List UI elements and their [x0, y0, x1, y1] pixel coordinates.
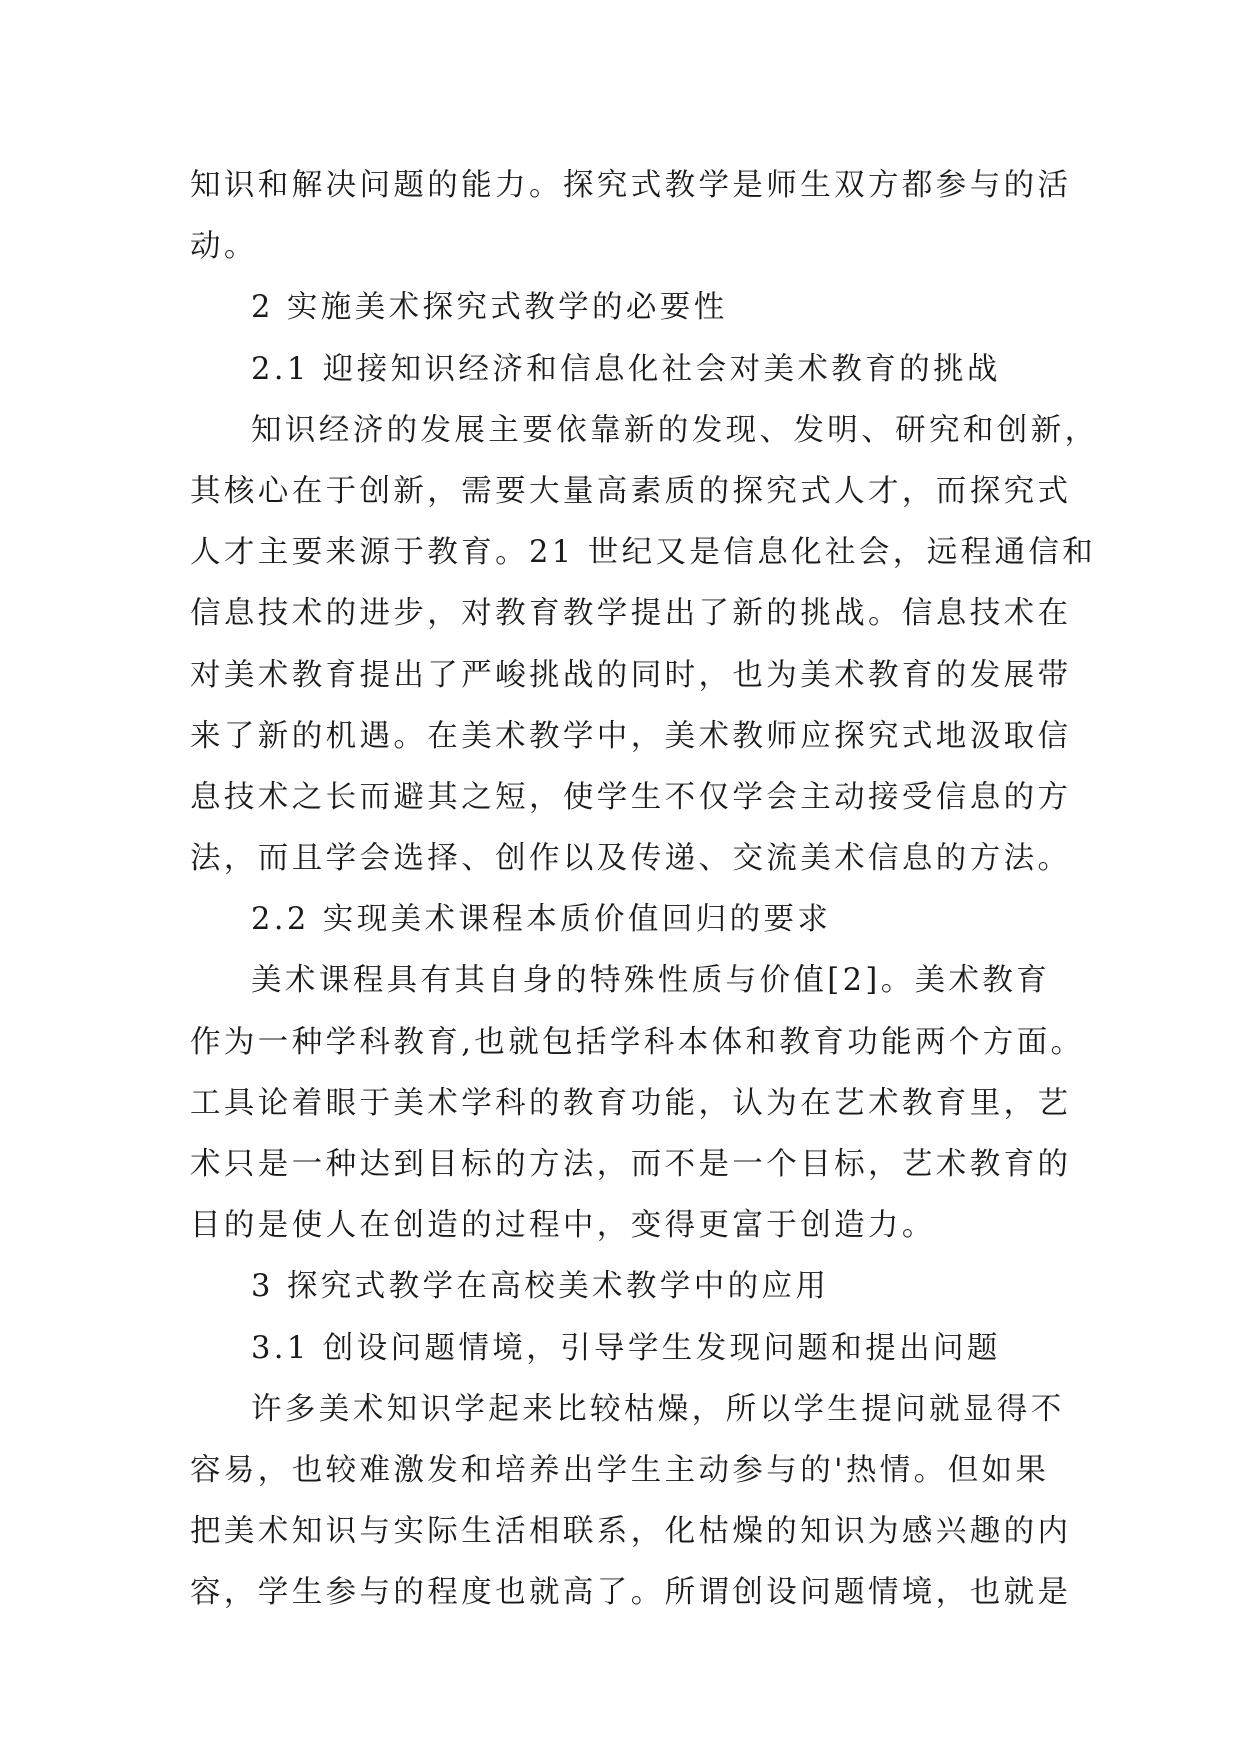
- text-line: 容易，也较难激发和培养出学生主动参与的'热情。但如果: [190, 1452, 1050, 1488]
- section-heading: 2.1 迎接知识经济和信息化社会对美术教育的挑战: [251, 351, 1001, 387]
- text-line: 信息技术的进步，对教育教学提出了新的挑战。信息技术在: [190, 596, 1072, 632]
- text-line: 作为一种学科教育,也就包括学科本体和教育功能两个方面。: [190, 1024, 1085, 1060]
- text-line: 人才主要来源于教育。21 世纪又是信息化社会，远程通信和: [190, 535, 1097, 571]
- text-line: 动。: [190, 229, 258, 265]
- body-text: [190, 155, 1099, 1624]
- text-line: 许多美术知识学起来比较枯燥，所以学生提问就显得不: [251, 1391, 1065, 1427]
- text-line: 把美术知识与实际生活相联系，化枯燥的知识为感兴趣的内: [190, 1514, 1072, 1550]
- text-line: 美术课程具有其自身的特殊性质与价值[2]。美术教育: [251, 963, 1051, 999]
- section-heading: 2 实施美术探究式教学的必要性: [251, 290, 728, 326]
- text-line: 目的是使人在创造的过程中，变得更富于创造力。: [190, 1208, 936, 1244]
- section-heading: 3 探究式教学在高校美术教学中的应用: [251, 1269, 830, 1305]
- text-line: 知识经济的发展主要依靠新的发现、发明、研究和创新，: [251, 412, 1099, 448]
- text-line: 息技术之长而避其之短，使学生不仅学会主动接受信息的方: [190, 779, 1072, 815]
- text-line: 法，而且学会选择、创作以及传递、交流美术信息的方法。: [190, 841, 1072, 877]
- section-heading: 2.2 实现美术课程本质价值回归的要求: [251, 902, 832, 938]
- text-line: 对美术教育提出了严峻挑战的同时，也为美术教育的发展带: [190, 657, 1072, 693]
- text-line: 知识和解决问题的能力。探究式教学是师生双方都参与的活: [190, 168, 1072, 203]
- text-line: 工具论着眼于美术学科的教育功能，认为在艺术教育里，艺: [190, 1085, 1072, 1121]
- section-heading: 3.1 创设问题情境，引导学生发现问题和提出问题: [251, 1330, 1001, 1366]
- text-line: 术只是一种达到目标的方法，而不是一个目标，艺术教育的: [190, 1147, 1072, 1182]
- text-line: 其核心在于创新，需要大量高素质的探究式人才，而探究式: [190, 473, 1072, 509]
- text-line: 容，学生参与的程度也就高了。所谓创设问题情境，也就是: [190, 1575, 1072, 1611]
- text-line: 来了新的机遇。在美术教学中，美术教师应探究式地汲取信: [190, 718, 1072, 754]
